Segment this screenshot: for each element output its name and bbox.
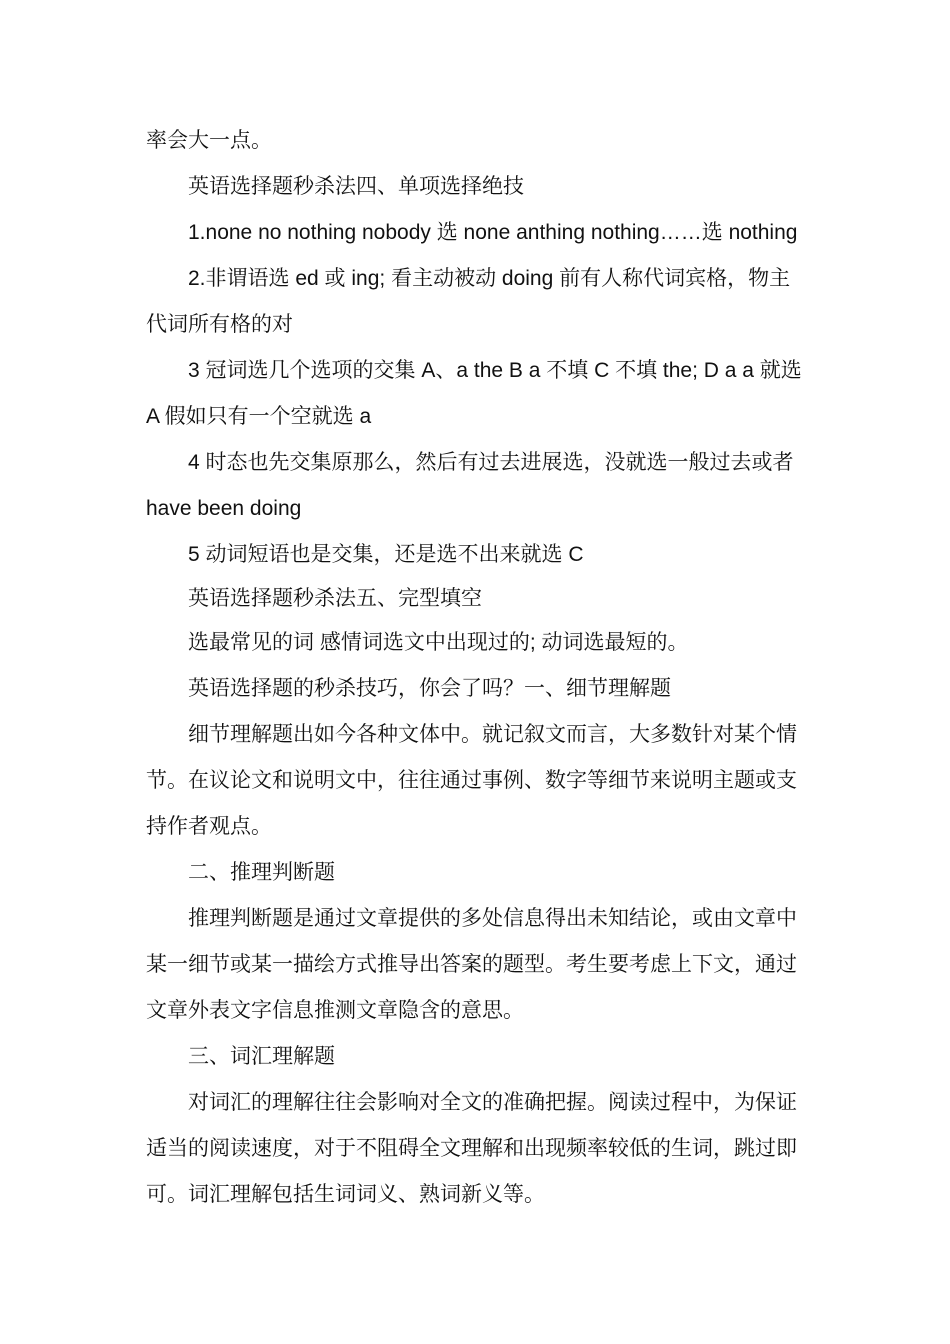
- paragraph-15: 对词汇的理解往往会影响对全文的准确把握。阅读过程中，为保证适当的阅读速度，对于不阻碍全文理解和出现频率较低的生词，跳过即可。词汇理解包括生词词义、熟词新义等。: [146, 1091, 797, 1206]
- paragraph-4: 2.非谓语选 ed 或 ing; 看主动被动 doing 前有人称代词宾格，物主代词所有格的对: [146, 267, 791, 336]
- paragraph-6: 4 时态也先交集原那么，然后有过去进展选，没就选一般过去或者 have been doing: [146, 451, 794, 520]
- paragraph-5: 3 冠词选几个选项的交集 A、a the B a 不填 C 不填 the; D a a 就选 A 假如只有一个空就选 a: [146, 359, 802, 428]
- section-heading-inference: 二、推理判断题: [188, 861, 335, 884]
- paragraph-1: 率会大一点。: [146, 129, 272, 152]
- paragraph-13: 推理判断题是通过文章提供的多处信息得出未知结论，或由文章中某一细节或某一描绘方式推导出答案的题型。考生要考虑上下文，通过文章外表文字信息推测文章隐含的意思。: [146, 907, 797, 1022]
- section-heading-vocabulary: 三、词汇理解题: [188, 1045, 335, 1068]
- section-heading-4: 英语选择题秒杀法四、单项选择绝技: [188, 175, 524, 198]
- paragraph-3: 1.none no nothing nobody 选 none anthing nothing……选 nothing: [188, 221, 798, 244]
- paragraph-11: 细节理解题出如今各种文体中。就记叙文而言，大多数针对某个情节。在议论文和说明文中，往往通过事例、数字等细节来说明主题或支持作者观点。: [146, 723, 797, 838]
- section-heading-5: 英语选择题秒杀法五、完型填空: [188, 587, 482, 610]
- paragraph-9: 选最常见的词 感情词选文中出现过的; 动词选最短的。: [188, 631, 689, 654]
- document-body: [146, 118, 806, 1218]
- section-heading-detail: 英语选择题的秒杀技巧，你会了吗？一、细节理解题: [188, 677, 671, 700]
- paragraph-7: 5 动词短语也是交集，还是选不出来就选 C: [188, 543, 584, 566]
